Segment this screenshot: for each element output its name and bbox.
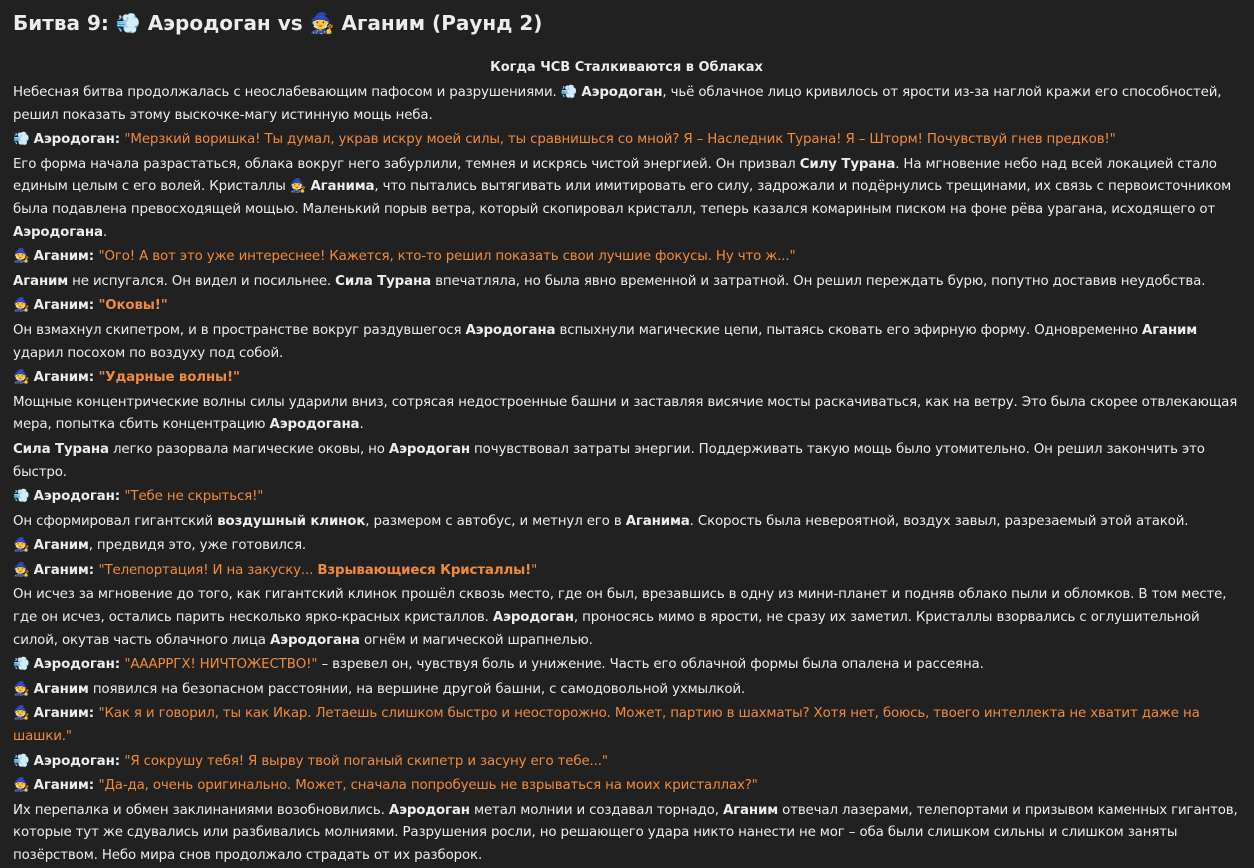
- paragraph-text: Небесная битва продолжалась с неослабевающим пафосом и разрушениями.: [13, 85, 561, 100]
- dialogue-quote: "Как я и говорил, ты как Икар. Летаешь слишком быстро и неосторожно. Может, партию в шахматы? Хотя нет, боюсь, твоего интеллекта не хватит даже на шашки.": [13, 706, 1200, 745]
- character-name: Аганим: [1142, 322, 1198, 338]
- story-paragraph: [13, 486, 1240, 509]
- story-paragraph: [13, 703, 1240, 748]
- story-paragraph: [13, 511, 1240, 534]
- story-paragraph: [13, 392, 1240, 437]
- wizard-icon: 🧙: [13, 249, 34, 265]
- story-paragraph: [13, 154, 1240, 244]
- story-paragraph: [13, 800, 1240, 868]
- wind-icon: 💨: [560, 85, 582, 100]
- story-paragraph: [13, 751, 1240, 774]
- wizard-icon: 🧙: [13, 681, 34, 697]
- paragraph-text: Мощные концентрические волны силы ударили вниз, сотрясая недостроенные башни и заставляя висячие мосты раскачиваться, как на ветру. Это была скорее отвлекающая мера, попытка сбить концентрацию: [13, 394, 1238, 433]
- dialogue-quote: "Я сокрушу тебя! Я вырву твой поганый скипетр и засуну его тебе...": [124, 753, 608, 769]
- character-name: :: [88, 706, 99, 722]
- paragraph-text: . На мгновение небо над всей локацией стало единым целым с его волей. Кристаллы: [13, 156, 1217, 195]
- paragraph-text: Их перепалка и обмен заклинаниями возобновились.: [13, 802, 389, 818]
- paragraph-text: Его форма начала разрастаться, облака вокруг него забурлили, темнея и искрясь чистой энергией. Он призвал: [13, 156, 800, 172]
- character-name: Аганим: [33, 370, 89, 386]
- character-name: Аэродогана: [465, 322, 556, 338]
- character-name: Аганим: [33, 681, 89, 697]
- wizard-icon: 🧙: [13, 706, 34, 722]
- character-name: Аганима: [310, 179, 375, 195]
- dialogue-quote: ": [531, 562, 538, 578]
- character-name: Аэродоган: [33, 657, 115, 673]
- page-title: Битва 9: 💨 Аэродоган vs 🧙 Аганим (Раунд 2): [13, 11, 543, 35]
- paragraph-text: Он взмахнул скипетром, и в пространстве вокруг раздувшегося: [13, 322, 466, 338]
- character-name: Аэродоган: [492, 610, 574, 626]
- paragraph-text: – взревел он, чувствуя боль и унижение. Часть его облачной формы была опалена и рассеяна.: [317, 657, 984, 673]
- story-paragraph: [13, 654, 1240, 677]
- paragraph-text: ударил посохом по воздуху под собой.: [13, 345, 284, 361]
- character-name: Аэродогана: [269, 417, 360, 433]
- character-name: Аганима: [625, 513, 690, 529]
- paragraph-text: , чьё облачное лицо кривилось от ярости из-за наглой кражи его способностей, решил показать этому выскочке-магу истинную мощь неба.: [13, 85, 1222, 123]
- story-paragraph: [13, 535, 1240, 558]
- dialogue-quote: "Мерзкий воришка! Ты думал, украв искру моей силы, ты сравнишься со мной? Я – Наследник Турана! Я – Шторм! Почувствуй гнев предков!": [124, 132, 1116, 148]
- character-name: :: [114, 657, 125, 673]
- story-paragraph: [13, 584, 1240, 652]
- character-name: Аэродоган: [388, 802, 470, 818]
- story-paragraph: [13, 246, 1240, 269]
- character-name: Аэродоган: [33, 489, 115, 505]
- wizard-icon: 🧙: [289, 179, 311, 195]
- story-paragraph: [13, 775, 1240, 798]
- dialogue-quote: "Тебе не скрыться!": [124, 489, 264, 505]
- paragraph-text: .: [102, 224, 108, 240]
- dialogue-quote: "Да-да, очень оригинально. Может, сначала попробуешь не взрываться на моих кристаллах?": [98, 778, 758, 794]
- dialogue-quote: "Телепортация! И на закуску...: [98, 562, 318, 578]
- paragraph-text: .: [359, 417, 364, 433]
- paragraph-text: . Скорость была невероятной, воздух завыл, разрезаемый этой атакой.: [689, 513, 1189, 529]
- story-body: [13, 82, 1240, 868]
- character-name: Аганим: [722, 802, 779, 818]
- character-name: Аэродогана: [13, 224, 103, 240]
- paragraph-text: легко разорвала магические оковы, но: [108, 441, 389, 457]
- story-paragraph: [13, 679, 1240, 702]
- paragraph-text: , проносясь мимо в ярости, не сразу их заметил. Кристаллы взорвались с оглушительной силой, окутав часть облачного лица: [13, 610, 1200, 648]
- paragraph-text: вспыхнули магические цепи, пытаясь сковать его эфирную форму. Одновременно: [555, 322, 1142, 338]
- character-name: Аганим: [33, 562, 89, 578]
- character-name: Аганим: [33, 778, 89, 794]
- story-paragraph: [13, 560, 1240, 583]
- character-name: Сила Турана: [13, 441, 109, 457]
- paragraph-text: , что пытались вытягивать или имитировать его силу, задрожали и подёрнулись трещинами, их связь с первоисточником была подавлена превосходящей мощью. Маленький порыв ветра, который скопировал кристалл, теперь казался комариным писком на фоне рёва урагана, исходящего от: [13, 179, 1232, 217]
- character-name: :: [88, 562, 99, 578]
- wind-icon: 💨: [13, 132, 34, 148]
- paragraph-text: Он исчез за мгновение до того, как гигантский клинок прошёл сквозь место, где он был, врезавшись в одну из мини-планет и подняв облако пыли и обломков. В том месте, где он исчез, остались парить несколько ярко-красных кристаллов.: [13, 587, 1227, 626]
- character-name: Силу Турана: [799, 156, 896, 172]
- wizard-icon: 🧙: [13, 562, 34, 578]
- character-name: Аэродогана: [269, 632, 360, 648]
- character-name: Аэродоган: [581, 85, 663, 100]
- dialogue-quote: "Оковы!": [98, 298, 168, 314]
- character-name: :: [88, 298, 99, 314]
- story-paragraph: [13, 320, 1240, 365]
- character-name: :: [114, 132, 125, 148]
- character-name: Аэродоган: [33, 132, 115, 148]
- story-paragraph: [13, 82, 1240, 127]
- dialogue-quote: "АААРРГХ! НИЧТОЖЕСТВО!": [124, 657, 318, 673]
- paragraph-text: метал молнии и создавал торнадо,: [469, 802, 723, 818]
- character-name: :: [88, 370, 99, 386]
- character-name: воздушный клинок: [217, 513, 366, 529]
- story-paragraph: [13, 271, 1240, 294]
- character-name: Аганим: [13, 273, 69, 289]
- wizard-icon: 🧙: [13, 778, 34, 794]
- character-name: :: [88, 778, 99, 794]
- paragraph-text: впечатляла, но была явно временной и затратной. Он решил переждать бурю, попутно доставив неудобства.: [430, 273, 1206, 289]
- paragraph-text: не испугался. Он видел и посильнее.: [68, 273, 336, 289]
- dialogue-quote: Взрывающиеся Кристаллы!: [317, 562, 532, 578]
- paragraph-text: Он сформировал гигантский: [13, 513, 218, 529]
- paragraph-text: , предвидя это, уже готовился.: [88, 538, 307, 554]
- paragraph-text: появился на безопасном расстоянии, на вершине другой башни, с самодовольной ухмылкой.: [88, 681, 746, 697]
- story-paragraph: [13, 295, 1240, 318]
- dialogue-quote: "Ого! А вот это уже интереснее! Кажется, кто-то решил показать свои лучшие фокусы. Ну что ж...": [98, 249, 796, 265]
- story-paragraph: [13, 129, 1240, 152]
- story-paragraph: [13, 367, 1240, 390]
- story-paragraph: [13, 439, 1240, 484]
- character-name: Аэродоган: [388, 441, 470, 457]
- dialogue-quote: "Ударные волны!": [98, 370, 240, 386]
- wind-icon: 💨: [13, 753, 34, 769]
- character-name: Аганим: [33, 538, 89, 554]
- section-subtitle: Когда ЧСВ Сталкиваются в Облаках: [490, 60, 763, 75]
- character-name: :: [114, 753, 125, 769]
- character-name: Аэродоган: [33, 753, 115, 769]
- wizard-icon: 🧙: [13, 370, 34, 386]
- wind-icon: 💨: [13, 489, 34, 505]
- paragraph-text: огнём и магической шрапнелью.: [359, 632, 593, 648]
- paragraph-text: , размером с автобус, и метнул его в: [365, 513, 626, 529]
- character-name: Сила Турана: [335, 273, 431, 289]
- paragraph-text: почувствовал затраты энергии. Поддерживать такую мощь было утомительно. Он решил закончить это быстро.: [13, 441, 1205, 480]
- wizard-icon: 🧙: [13, 298, 34, 314]
- character-name: :: [88, 249, 99, 265]
- wind-icon: 💨: [13, 657, 34, 673]
- character-name: Аганим: [33, 249, 89, 265]
- paragraph-text: отвечал лазерами, телепортами и призывом каменных гигантов, которые тут же сдувались или разбивались молниями. Разрушения росли, но решающего удара никто нанести не мог – оба были слишком сильны и слишком заняты позёрством. Небо мира снов продолжало страдать от их разборок.: [13, 802, 1238, 863]
- character-name: :: [114, 489, 125, 505]
- wizard-icon: 🧙: [13, 538, 34, 554]
- character-name: Аганим: [33, 706, 89, 722]
- character-name: Аганим: [33, 298, 89, 314]
